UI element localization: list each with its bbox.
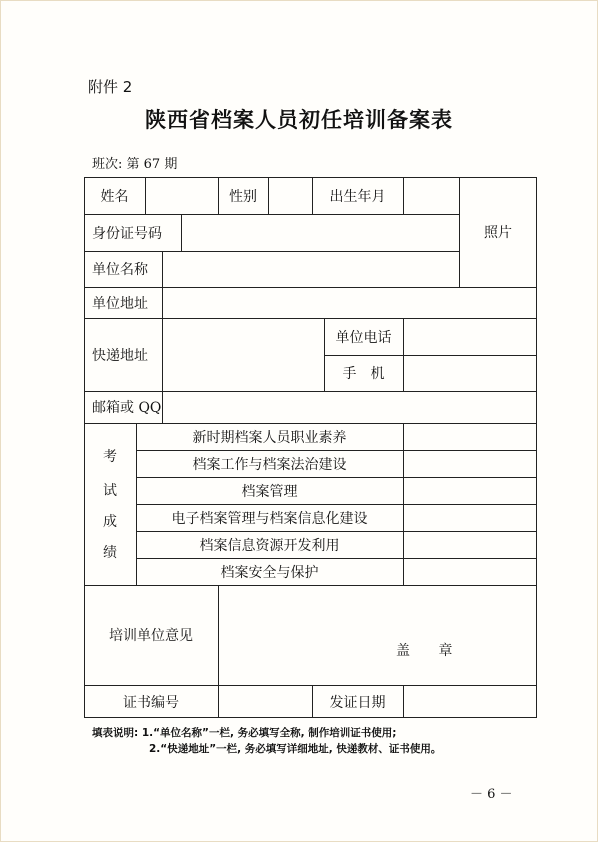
- exam-label-char-4: 绩: [103, 545, 117, 561]
- photo-box[interactable]: 照片: [484, 225, 512, 241]
- exam-subject-3: 档案管理: [241, 483, 298, 500]
- gender-field[interactable]: [268, 177, 312, 214]
- gender-label: 性别: [229, 188, 257, 205]
- delivery-address-field[interactable]: [162, 318, 324, 391]
- class-label: 班次: 第 67 期: [92, 157, 178, 172]
- attachment-label: 附件 2: [88, 78, 133, 96]
- training-opinion-field[interactable]: [218, 585, 537, 685]
- unit-address-field[interactable]: [162, 287, 537, 318]
- exam-label-char-2: 试: [103, 483, 117, 499]
- exam-subject-2: 档案工作与档案法治建设: [192, 456, 347, 473]
- exam-subject-5: 档案信息资源开发利用: [199, 537, 340, 554]
- unit-name-field[interactable]: [162, 251, 459, 287]
- mobile-field[interactable]: [403, 355, 537, 391]
- exam-label-char-1: 考: [103, 449, 117, 465]
- exam-subject-1: 新时期档案人员职业素养: [192, 429, 347, 446]
- exam-subject-6: 档案安全与保护: [220, 564, 319, 581]
- certificate-number-field[interactable]: [218, 685, 312, 718]
- exam-score-5[interactable]: [403, 531, 537, 558]
- form-title: 陕西省档案人员初任培训备案表: [145, 108, 453, 132]
- email-qq-label: 邮箱或 QQ: [92, 400, 162, 416]
- unit-name-label: 单位名称: [92, 262, 148, 278]
- exam-subject-4: 电子档案管理与档案信息化建设: [171, 510, 368, 527]
- unit-address-label: 单位地址: [92, 295, 148, 312]
- page-number: － 6 －: [470, 787, 513, 802]
- issue-date-field[interactable]: [403, 685, 537, 718]
- unit-phone-label: 单位电话: [335, 329, 392, 346]
- training-opinion-label: 培训单位意见: [109, 628, 193, 644]
- name-field[interactable]: [145, 177, 218, 214]
- exam-label-char-3: 成: [103, 514, 117, 530]
- birth-field[interactable]: [403, 177, 459, 214]
- exam-score-6[interactable]: [403, 558, 537, 585]
- exam-score-3[interactable]: [403, 477, 537, 504]
- issue-date-label: 发证日期: [329, 694, 386, 711]
- note-line-2: 2.“快递地址”一栏, 务必填写详细地址, 快递教材、证书使用。: [149, 743, 442, 755]
- unit-phone-field[interactable]: [403, 318, 537, 355]
- exam-score-1[interactable]: [403, 423, 537, 450]
- certificate-number-label: 证书编号: [123, 694, 179, 711]
- mobile-label: 手 机: [342, 366, 385, 382]
- id-number-label: 身份证号码: [92, 225, 162, 242]
- email-qq-field[interactable]: [162, 391, 537, 423]
- exam-score-2[interactable]: [403, 450, 537, 477]
- note-line-1: 填表说明: 1.“单位名称”一栏, 务必填写全称, 制作培训证书使用;: [92, 727, 397, 739]
- name-label: 姓名: [100, 188, 129, 205]
- birth-label: 出生年月: [329, 188, 386, 205]
- delivery-address-label: 快递地址: [92, 347, 148, 364]
- id-number-field[interactable]: [181, 214, 459, 251]
- exam-score-4[interactable]: [403, 504, 537, 531]
- stamp-label: 盖 章: [396, 643, 465, 659]
